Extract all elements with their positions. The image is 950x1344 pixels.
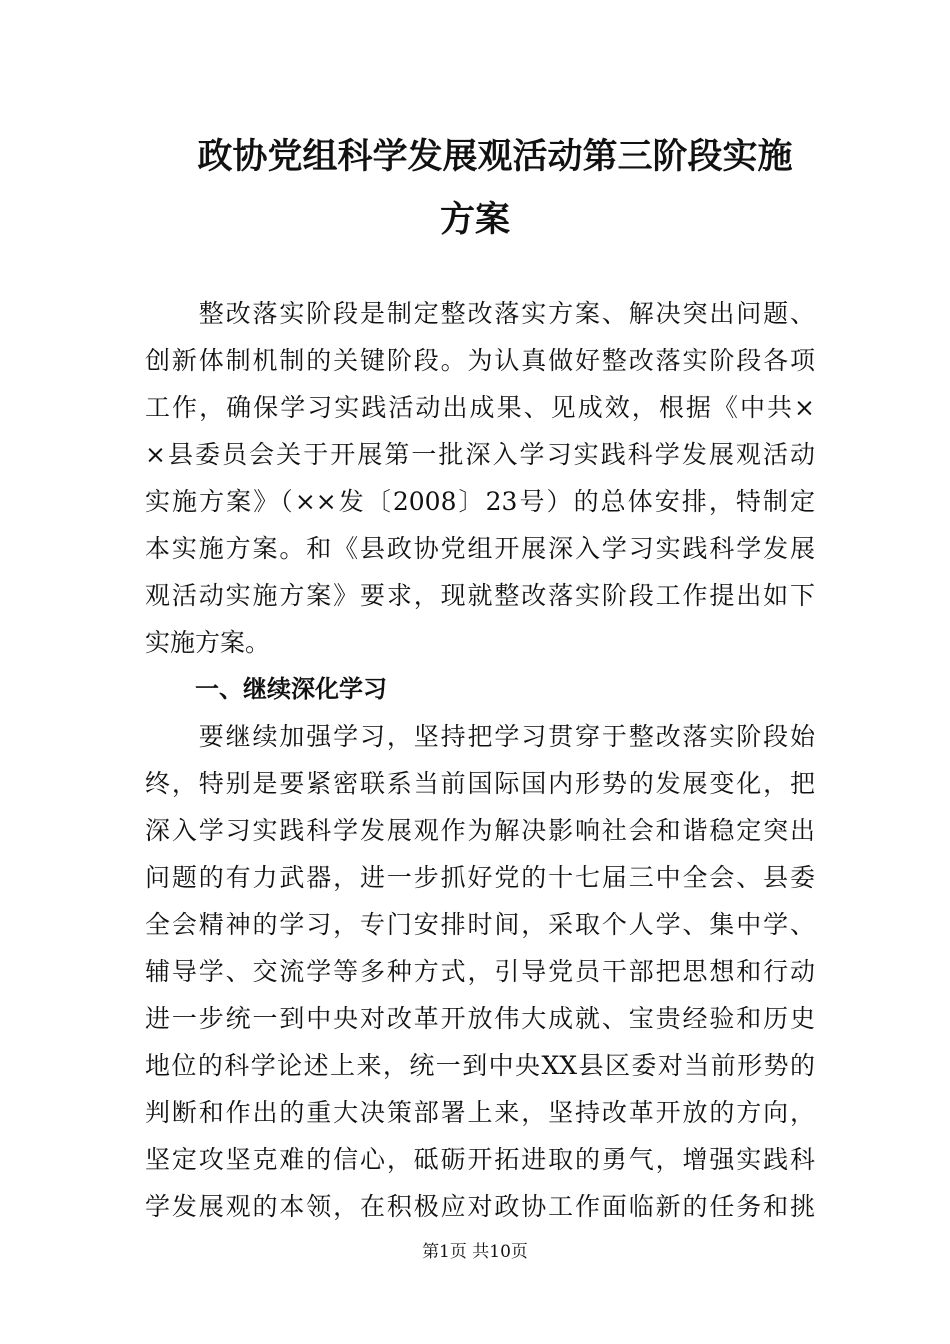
intro-line: 创新体制机制的关键阶段。为认真做好整改落实阶段各项 (145, 346, 815, 375)
intro-line: 实施方案。 (145, 628, 271, 657)
page-footer: 第1页 共10页 (422, 1242, 528, 1262)
body-line: 要继续加强学习，坚持把学习贯穿于整改落实阶段始 (145, 722, 815, 751)
section-heading: 一、继续深化学习 (195, 675, 387, 703)
body-line: 地位的科学论述上来，统一到中央XX县区委对当前形势的 (145, 1051, 815, 1080)
document-title-line-2: 方案 (439, 200, 510, 240)
intro-line: 本实施方案。和《县政协党组开展深入学习实践科学发展 (145, 534, 815, 563)
body-line: 判断和作出的重大决策部署上来，坚持改革开放的方向， (145, 1098, 815, 1127)
document-title-line-1: 政协党组科学发展观活动第三阶段实施 (197, 137, 793, 177)
intro-line: 观活动实施方案》要求，现就整改落实阶段工作提出如下 (145, 581, 815, 610)
body-line: 进一步统一到中央对改革开放伟大成就、宝贵经验和历史 (145, 1004, 815, 1033)
intro-line: ×县委员会关于开展第一批深入学习实践科学发展观活动 (145, 440, 815, 469)
body-line: 全会精神的学习，专门安排时间，采取个人学、集中学、 (145, 910, 815, 939)
body-line: 深入学习实践科学发展观作为解决影响社会和谐稳定突出 (145, 816, 815, 845)
body-line: 辅导学、交流学等多种方式，引导党员干部把思想和行动 (145, 957, 815, 986)
body-line: 坚定攻坚克难的信心，砥砺开拓进取的勇气，增强实践科 (145, 1145, 815, 1174)
intro-line: 工作，确保学习实践活动出成果、见成效，根据《中共× (145, 393, 815, 422)
intro-line: 整改落实阶段是制定整改落实方案、解决突出问题、 (145, 299, 815, 328)
body-line: 问题的有力武器，进一步抓好党的十七届三中全会、县委 (145, 863, 815, 892)
intro-line: 实施方案》（××发〔2008〕23号）的总体安排，特制定 (145, 487, 815, 516)
body-line: 学发展观的本领，在积极应对政协工作面临新的任务和挑 (145, 1192, 815, 1221)
body-line: 终，特别是要紧密联系当前国际国内形势的发展变化，把 (145, 769, 815, 798)
